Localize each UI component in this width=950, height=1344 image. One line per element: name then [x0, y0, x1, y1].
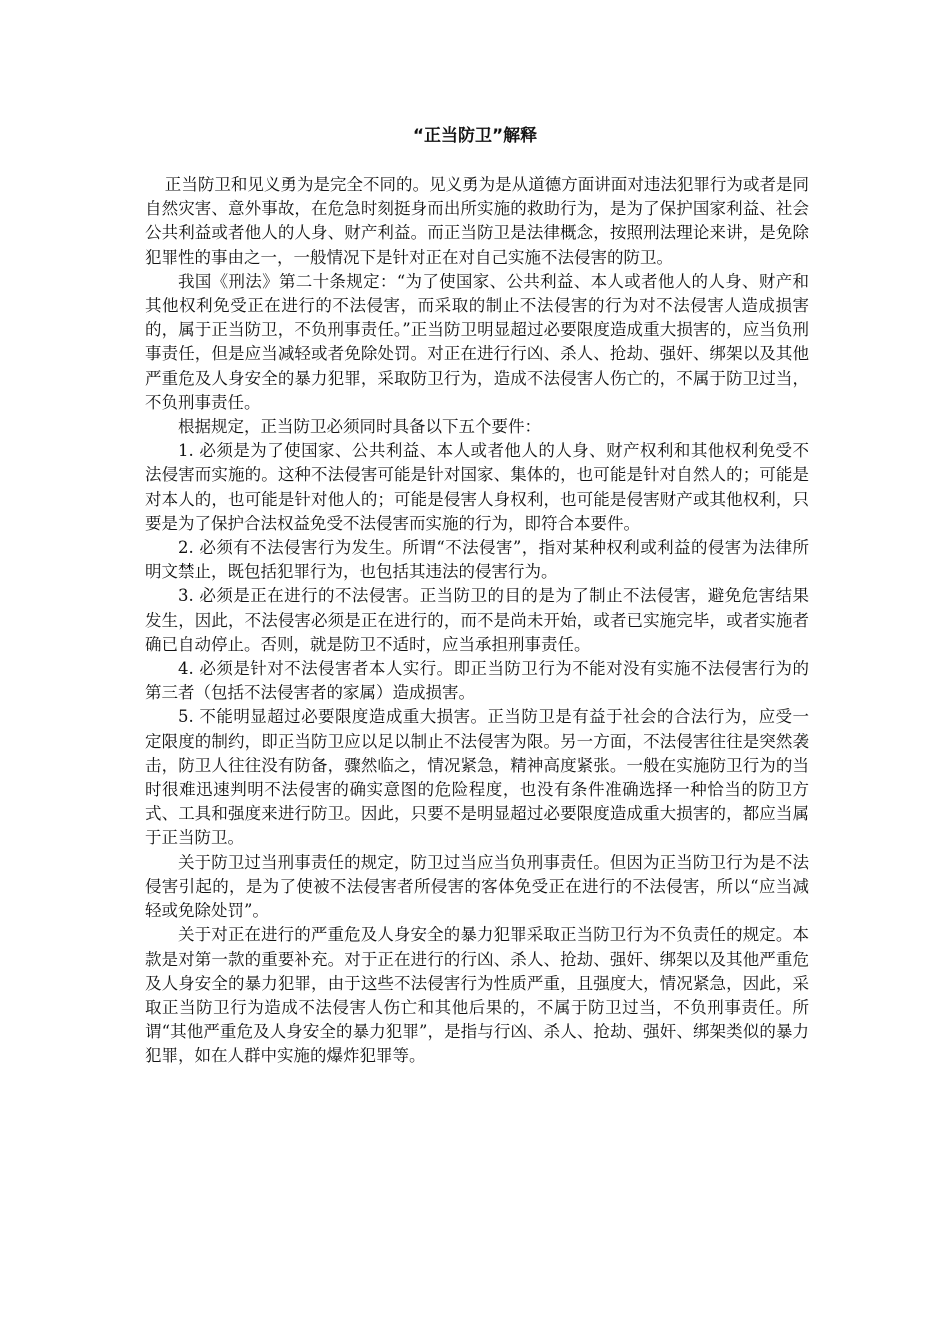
paragraph-requirement-3: 3. 必须是正在进行的不法侵害。正当防卫的目的是为了制止不法侵害，避免危害结果发生，因此，不法侵害必须是正在进行的，而不是尚未开始，或者已实施完毕，或者实施者确已自动停止。否则，就是防卫不适时，应当承担刑事责任。: [145, 586, 809, 654]
paragraph-requirement-5: 5. 不能明显超过必要限度造成重大损害。正当防卫是有益于社会的合法行为，应受一定限度的制约，即正当防卫应以足以制止不法侵害为限。另一方面，不法侵害往往是突然袭击，防卫人往往没有防备，骤然临之，情况紧急，精神高度紧张。一般在实施防卫行为的当时很难迅速判明不法侵害的确实意图的危险程度，也没有条件准确选择一种恰当的防卫方式、工具和强度来进行防卫。因此，只要不是明显超过必要限度造成重大损害的，都应当属于正当防卫。: [145, 707, 809, 848]
document-title: “正当防卫”解释: [412, 126, 538, 146]
paragraph-criminal-law-article-20: 我国《刑法》第二十条规定：“为了使国家、公共利益、本人或者他人的人身、财产和其他权利免受正在进行的不法侵害，而采取的制止不法侵害的行为对不法侵害人造成损害的，属于正当防卫，不负刑事责任。”正当防卫明显超过必要限度造成重大损害的，应当负刑事责任，但是应当减轻或者免除处罚。对正在进行行凶、杀人、抢劫、强奸、绑架以及其他严重危及人身安全的暴力犯罪，采取防卫行为，造成不法侵害人伤亡的，不属于防卫过当，不负刑事责任。: [145, 271, 809, 412]
paragraph-requirement-1: 1. 必须是为了使国家、公共利益、本人或者他人的人身、财产权利和其他权利免受不法侵害而实施的。这种不法侵害可能是针对国家、集体的，也可能是针对自然人的；可能是对本人的，也可能是针对他人的；可能是侵害人身权利，也可能是侵害财产或其他权利，只要是为了保护合法权益免受不法侵害而实施的行为，即符合本要件。: [145, 441, 809, 533]
paragraph-requirement-2: 2. 必须有不法侵害行为发生。所谓“不法侵害”，指对某种权利或利益的侵害为法律所明文禁止，既包括犯罪行为，也包括其违法的侵害行为。: [145, 538, 809, 582]
paragraph-violent-crime-defense: 关于对正在进行的严重危及人身安全的暴力犯罪采取正当防卫行为不负责任的规定。本款是对第一款的重要补充。对于正在进行的行凶、杀人、抢劫、强奸、绑架以及其他严重危及人身安全的暴力犯罪，由于这些不法侵害行为性质严重，且强度大，情况紧急，因此，采取正当防卫行为造成不法侵害人伤亡和其他后果的，不属于防卫过当，不负刑事责任。所谓“其他严重危及人身安全的暴力犯罪”，是指与行凶、杀人、抢劫、强奸、绑架类似的暴力犯罪，如在人群中实施的爆炸犯罪等。: [145, 925, 809, 1066]
document-body: [145, 173, 809, 1069]
paragraph-five-requirements-intro: 根据规定，正当防卫必须同时具备以下五个要件：: [178, 417, 541, 437]
paragraph-intro: 正当防卫和见义勇为是完全不同的。见义勇为是从道德方面讲面对违法犯罪行为或者是同自然灾害、意外事故，在危急时刻挺身而出所实施的救助行为，是为了保护国家利益、社会公共利益或者他人的人身、财产利益。而正当防卫是法律概念，按照刑法理论来讲，是免除犯罪性的事由之一，一般情况下是针对正在对自己实施不法侵害的防卫。: [145, 175, 809, 267]
paragraph-excessive-defense: 关于防卫过当刑事责任的规定，防卫过当应当负刑事责任。但因为正当防卫行为是不法侵害引起的，是为了使被不法侵害者所侵害的客体免受正在进行的不法侵害，所以“应当减轻或免除处罚”。: [145, 852, 809, 921]
paragraph-requirement-4: 4. 必须是针对不法侵害者本人实行。即正当防卫行为不能对没有实施不法侵害行为的第三者（包括不法侵害者的家属）造成损害。: [145, 659, 809, 703]
